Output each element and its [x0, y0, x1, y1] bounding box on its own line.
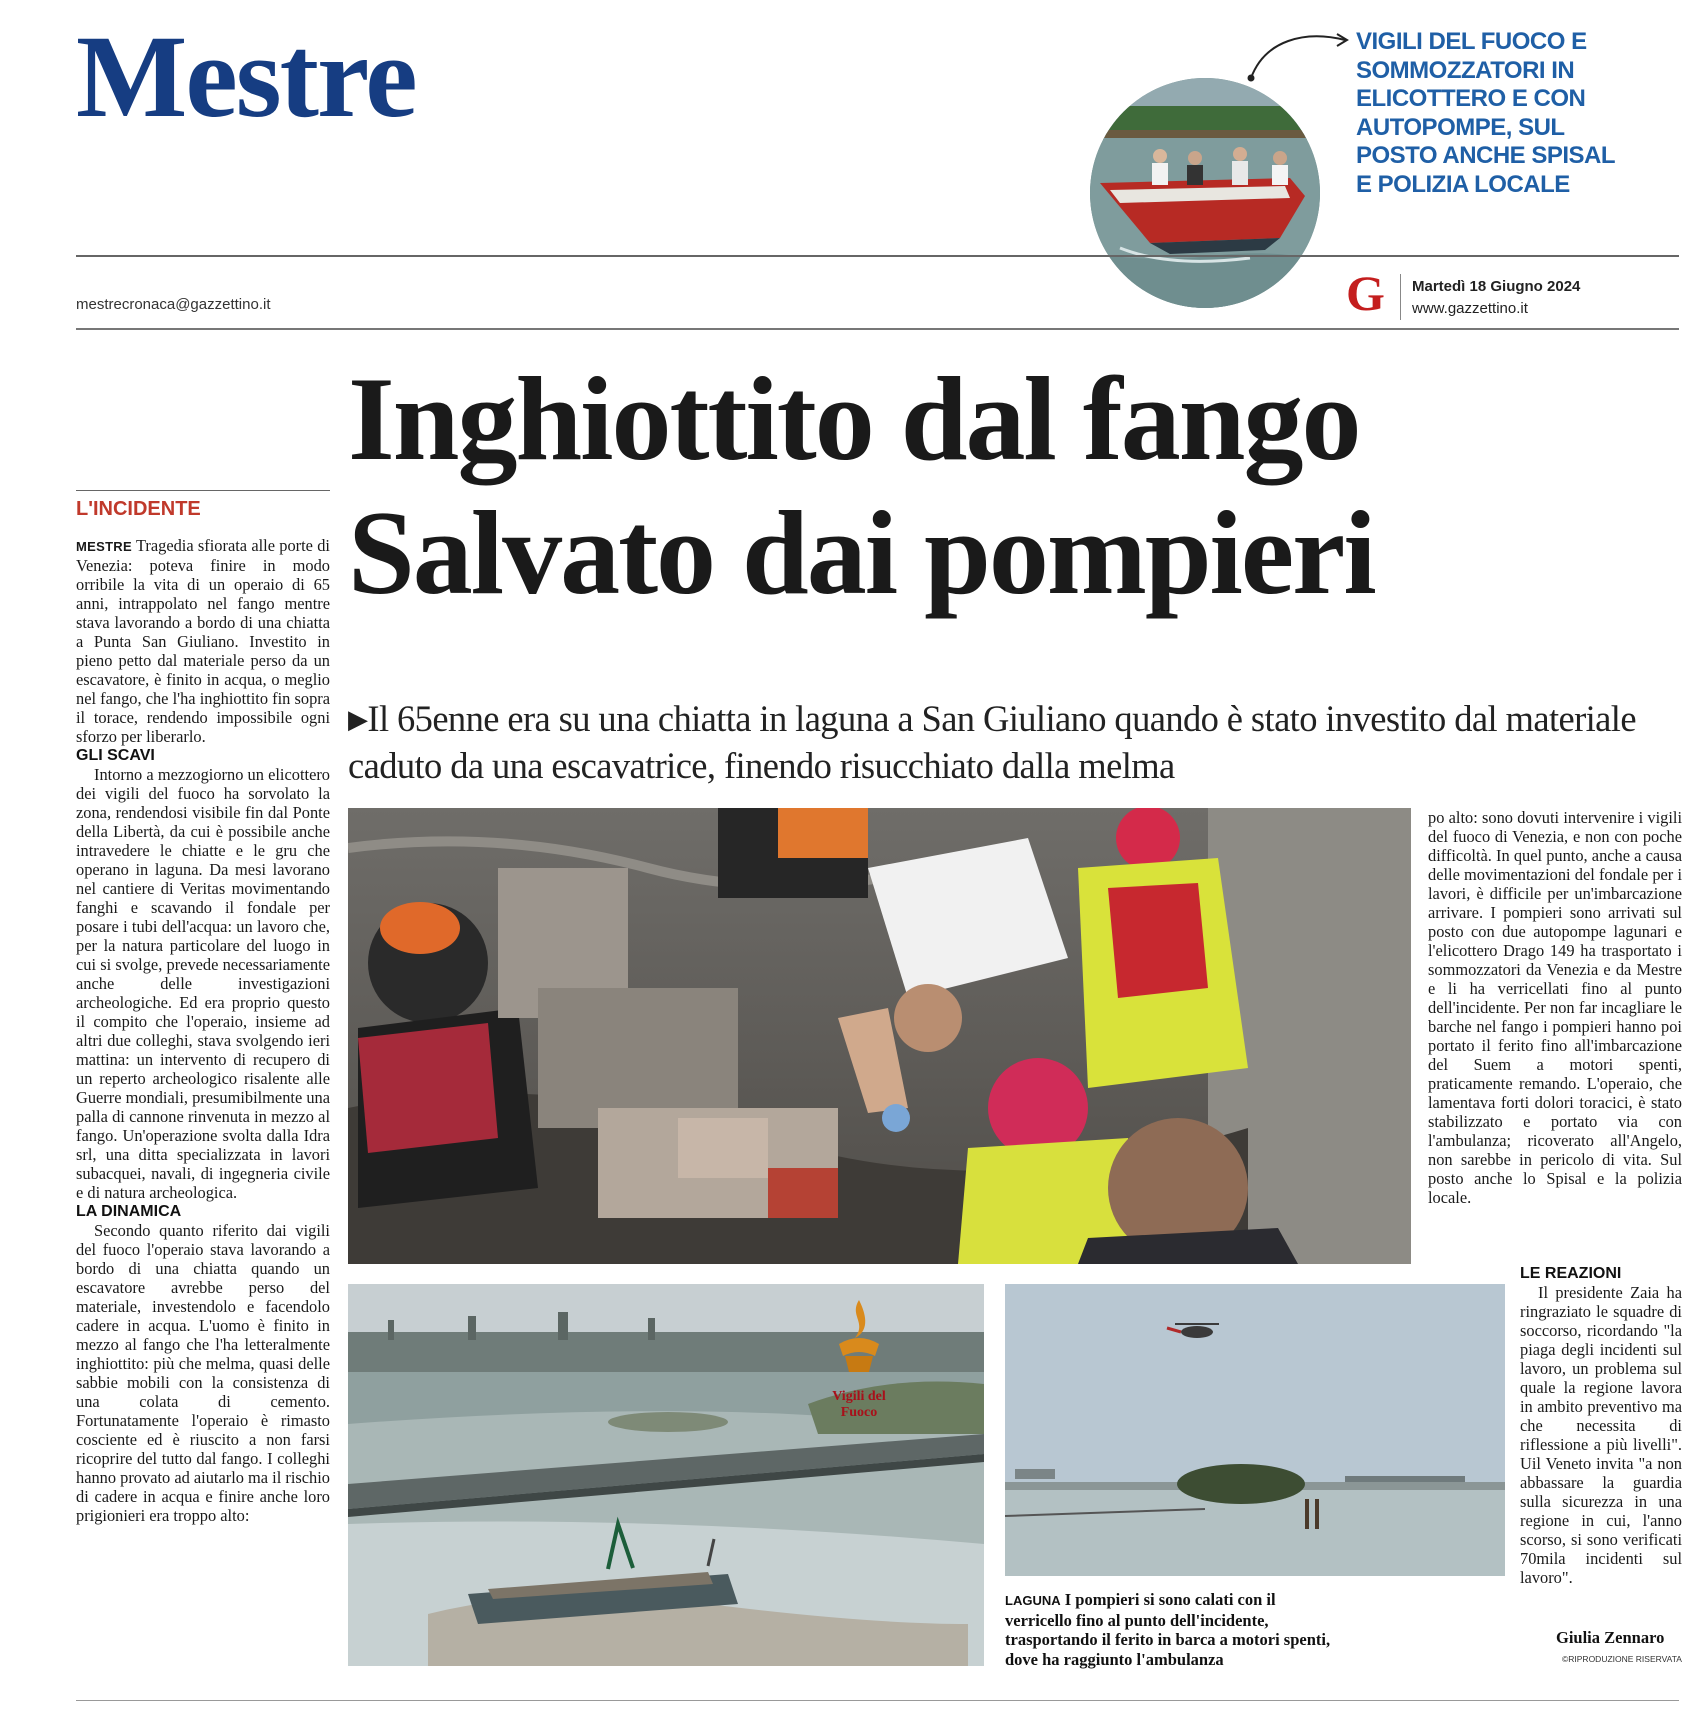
paragraph-intervento: po alto: sono dovuti intervenire i vigili del fuoco di Venezia, e non con poche difficoltà. In quel punto, anche a causa delle movimentazioni del fondale per i lavori, è difficile per un'imbarcazione arrivare. I pompieri sono arrivati sul posto con due autopompe lagunari e l'elicottero Drago 149 ha trasportato i sommozzatori da Venezia e da Mestre e li ha verricellati fino al punto dell'incidente. Per non far incagliare le barche nel fango i pompieri hanno poi portato il ferito fino all'imbarcazione del Suem a motori spenti, praticamente remando. L'operaio, che lamentava forti dolori toracici, è stato stabilizzato e portato via con l'ambulanza; ricoverato all'Angelo, non sarebbe in pericolo di vita. Sul posto anche lo Spisal e la polizia locale. [1428, 808, 1682, 1207]
kicker: L'INCIDENTE [76, 498, 201, 520]
subheading-scavi: GLI SCAVI [76, 747, 155, 764]
dateline: MESTRE [76, 539, 132, 554]
boat-photo-illustration [1090, 78, 1320, 308]
aerial-lagoon-photo [348, 1284, 984, 1666]
caption-label: LAGUNA [1005, 1593, 1061, 1608]
byline: Giulia Zennaro [1556, 1628, 1665, 1647]
helicopter-lagoon-photo [1005, 1284, 1505, 1576]
paragraph-intro: MESTRE Tragedia sfiorata alle porte di Venezia: poteva finire in modo orribile la vita di un operaio di 65 anni, intrappolato nel fango mentre stava lavorando a bordo di una chiatta a Punta San Giuliano. Investito in pieno petto dal materiale perso da un escavatore, è finito in acqua, o meglio nel fango, che l'ha inghiottito fin sopra il torace, rendendo impossibile ogni sforzo per liberarlo. [76, 536, 330, 746]
rescue-photo-illustration [348, 808, 1411, 1264]
section-title: Mestre [76, 11, 416, 142]
paragraph-reazioni: Il presidente Zaia ha ringraziato le squadre di soccorso, ricordando "la piaga degli incidenti sul lavoro, un problema sul quale la regione lavora in ambito preventivo ma che necessita di riflessione a più livelli". Uil Veneto invita "a non abbassare la guardia sulla sicurezza in una regione in cui, l'anno scorso, si sono verificati 70mila incidenti sul lavoro". [1520, 1283, 1682, 1587]
subheading-dinamica: LA DINAMICA [76, 1203, 182, 1220]
article-column-2 [1428, 808, 1682, 1207]
caption-text: I pompieri si sono calati con il verricello fino al punto dell'incidente, trasportando il ferito in barca a motori spenti, dove ha raggiunto l'ambulanza [1005, 1590, 1331, 1669]
footer-rule [76, 1700, 1679, 1701]
kicker-rule [76, 490, 330, 491]
article-column-3 [1520, 1264, 1682, 1587]
headline [348, 352, 1688, 620]
watermark-text: Vigili del Fuoco [832, 1389, 886, 1420]
website: www.gazzettino.it [1412, 300, 1528, 317]
subheadline [348, 696, 1693, 789]
vigili-fuoco-emblem-icon [819, 1294, 899, 1384]
photo-caption [1005, 1590, 1335, 1669]
helicopter-photo-illustration [1005, 1284, 1505, 1576]
headline-line-1: Inghiottito dal fango [348, 352, 1360, 485]
gazzettino-logo: G [1346, 265, 1385, 321]
header-rule [76, 255, 1679, 257]
subheading-reazioni: LE REAZIONI [1520, 1265, 1622, 1282]
section-email: mestrecronaca@gazzettino.it [76, 296, 271, 313]
subhead-marker-icon: ▶ [348, 705, 368, 734]
logo-separator [1400, 274, 1401, 320]
rescue-main-photo [348, 808, 1411, 1264]
vigili-del-fuoco-watermark [814, 1294, 904, 1421]
issue-date: Martedì 18 Giugno 2024 [1412, 278, 1581, 295]
article-column-1 [76, 536, 330, 1525]
copyright-notice: ©RIPRODUZIONE RISERVATA [1562, 1654, 1682, 1664]
boat-rescue-photo [1090, 78, 1320, 308]
photo-callout: VIGILI DEL FUOCO E SOMMOZZATORI IN ELICOTTERO E CON AUTOPOMPE, SUL POSTO ANCHE SPISAL E POLIZIA LOCALE [1356, 28, 1615, 198]
callout-arrow-icon [1245, 26, 1355, 86]
masthead-bottom-rule [76, 328, 1679, 330]
headline-line-2: Salvato dai pompieri [348, 486, 1375, 619]
paragraph-scavi: Intorno a mezzogiorno un elicottero dei vigili del fuoco ha sorvolato la zona, rendendosi visibile fin dal Ponte della Libertà, da cui è possibile anche intravedere le chiatte e le gru che operano in laguna. Da mesi lavorano nel cantiere di Veritas movimentando fanghi e scavando il fondale per posare i tubi dell'acqua: un lavoro che, per la natura particolare del luogo in cui si svolge, prevede necessariamente anche delle investigazioni archeologiche. Ed era proprio questo il compito che l'operaio, insieme ad altri due colleghi, stava svolgendo ieri mattina: un intervento di recupero di un reperto archeologico risalente alle Guerre mondiali, presumibilmente una palla di cannone rinvenuta in mezzo al fango. Un'operazione svolta dalla Idra srl, una ditta specializzata in lavori subacquei, navali, di ingegneria civile e di natura archeologica. [76, 765, 330, 1202]
paragraph-dinamica: Secondo quanto riferito dai vigili del fuoco l'operaio stava lavorando a bordo di una chiatta quando un escavatore avrebbe perso del materiale, investendolo e facendolo cadere in acqua. L'uomo è finito in mezzo al fango che l'ha letteralmente inghiottito: più che melma, quasi delle sabbie mobili con la consistenza di una colata di cemento. Fortunatamente l'operaio è rimasto cosciente ed è riuscito a non farsi ricoprire del tutto dal fango. I colleghi hanno provato ad aiutarlo ma il rischio di cadere in acqua e finire anche loro prigionieri era troppo alto: [76, 1221, 330, 1525]
subhead-text: Il 65enne era su una chiatta in laguna a San Giuliano quando è stato investito dal materiale caduto da una escavatrice, finendo risucchiato dalla melma [348, 698, 1636, 786]
